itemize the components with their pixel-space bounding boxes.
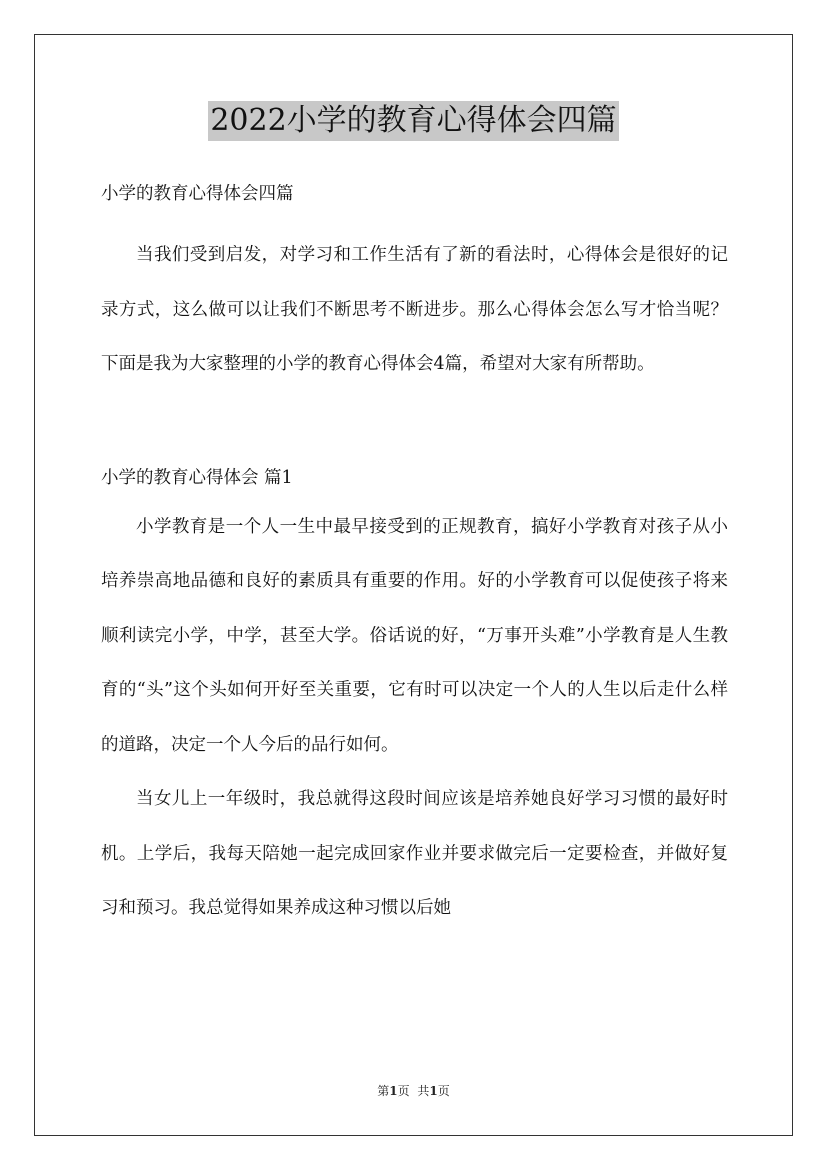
page-prefix: 第 — [377, 1084, 390, 1098]
page-suffix: 页 — [397, 1084, 410, 1098]
section-heading: 小学的教育心得体会 篇1 — [101, 467, 293, 488]
page-current: 1 — [389, 1084, 398, 1098]
paragraph: 当我们受到启发，对学习和工作生活有了新的看法时，心得体会是很好的记录方式，这么做可以让我们不断思考不断进步。那么心得体会怎么写才恰当呢？下面是我为大家整理的小学的教育心得体会4篇，希望对大家有所帮助。 — [101, 245, 728, 374]
spacer — [101, 392, 728, 456]
paragraph: 小学教育是一个人一生中最早接受到的正规教育，搞好小学教育对孩子从小培养崇高地品德和良好的素质具有重要的作用。好的小学教育可以促使孩子将来顺利读完小学，中学，甚至大学。俗话说的好，“万事开头难”小学教育是人生教育的“头”这个头如何开好至关重要，它有时可以决定一个人的人生以后走什么样的道路，决定一个人今后的品行如何。 — [101, 516, 728, 755]
paragraph: 当女儿上一年级时，我总就得这段时间应该是培养她良好学习习惯的最好时机。上学后，我每天陪她一起完成回家作业并要求做完后一定要检查，并做好复习和预习。我总觉得如果养成这种习惯以后她 — [101, 789, 728, 918]
spacer — [101, 216, 728, 228]
title-container — [0, 101, 827, 141]
page-total: 1 — [429, 1084, 438, 1098]
section-heading: 小学的教育心得体会四篇 — [101, 184, 294, 204]
total-suffix: 页 — [437, 1084, 450, 1098]
document-title: 2022小学的教育心得体会四篇 — [208, 101, 618, 141]
total-prefix: 共 — [417, 1084, 430, 1098]
document-body — [101, 172, 728, 936]
page-footer — [0, 1083, 827, 1099]
